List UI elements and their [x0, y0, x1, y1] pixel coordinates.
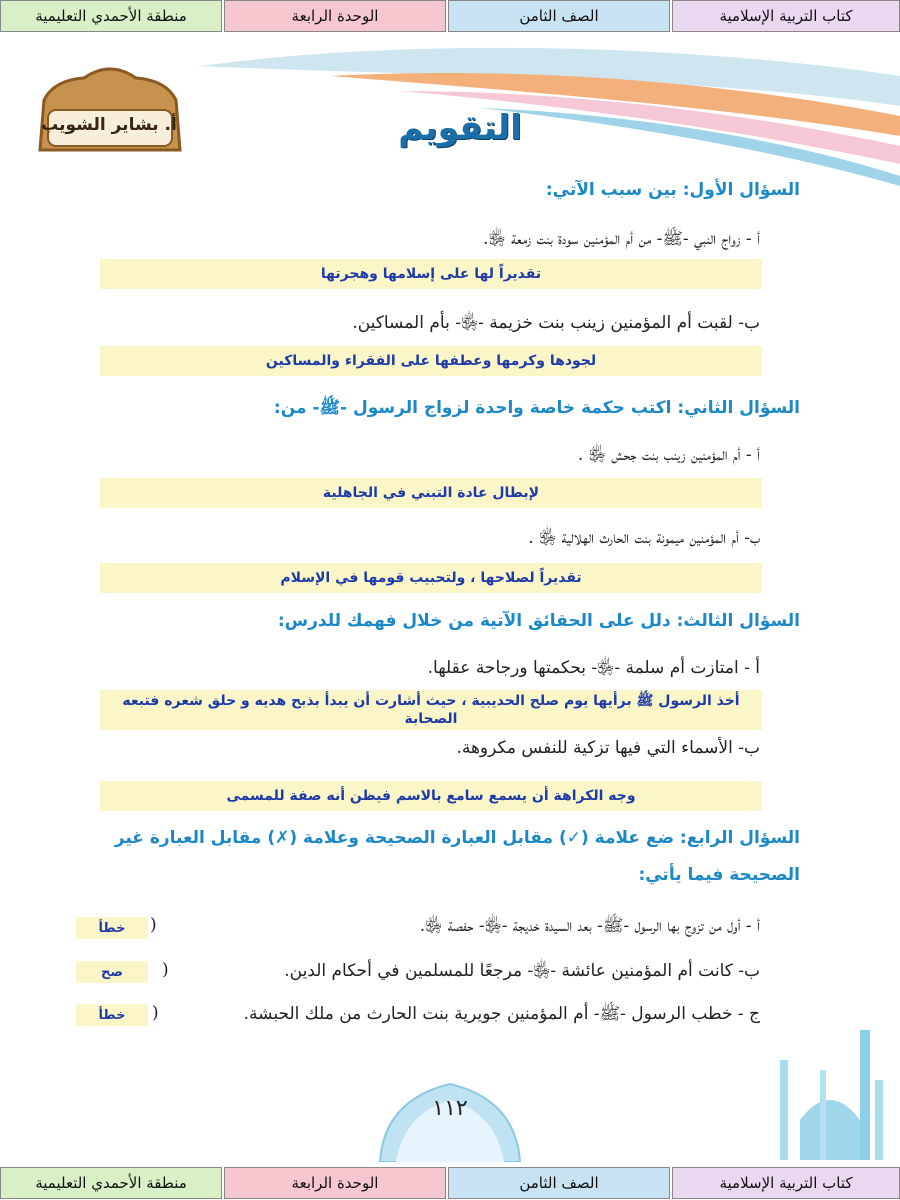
header-tab-grade: الصف الثامن	[448, 0, 670, 32]
q4-paren-b: (	[162, 960, 169, 980]
dome-decoration	[374, 1080, 526, 1162]
question-3: السؤال الثالث: دلل على الحقائق الآتية من خلال فهمك للدرس:	[277, 611, 800, 631]
q4-mark-b: صح	[76, 961, 148, 983]
q4-mark-a: خطأ	[76, 917, 148, 939]
question-1: السؤال الأول: بين سبب الآتي:	[545, 180, 800, 200]
q1-item-b: ب- لقبت أم المؤمنين زينب بنت خزيمة -﵂- بأم المساكين.	[352, 313, 760, 333]
q2-item-a: أ - أم المؤمنين زينب بنت جحش ﵂ .	[577, 445, 760, 465]
q3-item-a: أ - امتازت أم سلمة -﵂- بحكمتها ورجاحة عقلها.	[427, 658, 760, 678]
mosque-skyline-decoration	[760, 1010, 900, 1160]
q1-answer-a: تقديراً لها على إسلامها وهجرتها	[100, 259, 762, 289]
footer-tab-book: كتاب التربية الإسلامية	[672, 1167, 900, 1199]
q1-item-a: أ - زواج النبي -ﷺ- من أم المؤمنين سودة بنت زمعة ﵂.	[483, 229, 760, 249]
q4-paren-a: (	[150, 915, 157, 935]
q2-answer-b: تقديراً لصلاحها ، ولتحبيب قومها في الإسلام	[100, 563, 762, 593]
page-number: ١١٢	[432, 1096, 468, 1121]
author-badge	[34, 60, 186, 160]
footer-tab-region: منطقة الأحمدي التعليمية	[0, 1167, 222, 1199]
header-tab-bar	[0, 0, 900, 32]
q4-paren-c: (	[152, 1003, 159, 1023]
q1-answer-b: لجودها وكرمها وعطفها على الفقراء والمساكين	[100, 346, 762, 376]
header-tab-book: كتاب التربية الإسلامية	[672, 0, 900, 32]
q3-answer-a: أخذ الرسول ﷺ برأيها يوم صلح الحديبية ، حيث أشارت أن يبدأ بذبح هديه و حلق شعره فتبعه الصحابة	[100, 690, 762, 730]
author-name: أ. بشاير الشويب	[41, 115, 177, 135]
question-2: السؤال الثاني: اكتب حكمة خاصة واحدة لزواج الرسول -ﷺ- من:	[273, 398, 800, 418]
header-tab-unit: الوحدة الرابعة	[224, 0, 446, 32]
q4-item-a: أ - أول من تزوج بها الرسول -ﷺ- بعد السيدة خديجة -﵂- حفصة ﵂.	[419, 916, 760, 936]
q2-item-b: ب- أم المؤمنين ميمونة بنت الحارث الهلالية ﵂ .	[528, 528, 760, 548]
q4-mark-c: خطأ	[76, 1004, 148, 1026]
footer-tab-grade: الصف الثامن	[448, 1167, 670, 1199]
q3-answer-b: وجه الكراهة أن يسمع سامع بالاسم فيظن أنه صفة للمسمى	[100, 781, 762, 811]
footer-tab-unit: الوحدة الرابعة	[224, 1167, 446, 1199]
question-4-line-2: الصحيحة فيما يأتي:	[638, 865, 800, 885]
footer-tab-bar	[0, 1167, 900, 1199]
q4-item-c: ج - خطب الرسول -ﷺ- أم المؤمنين جويرية بنت الحارث من ملك الحبشة.	[243, 1004, 760, 1024]
q4-item-b: ب- كانت أم المؤمنين عائشة -﵂- مرجعًا للمسلمين في أحكام الدين.	[284, 961, 760, 981]
q2-answer-a: لإبطال عادة التبني في الجاهلية	[100, 478, 762, 508]
header-tab-region: منطقة الأحمدي التعليمية	[0, 0, 222, 32]
q3-item-b: ب- الأسماء التي فيها تزكية للنفس مكروهة.	[456, 738, 760, 758]
question-4-line-1: السؤال الرابع: ضع علامة (✓) مقابل العبارة الصحيحة وعلامة (✗) مقابل العبارة غير	[114, 828, 800, 848]
page-title: التقويم	[398, 108, 522, 148]
